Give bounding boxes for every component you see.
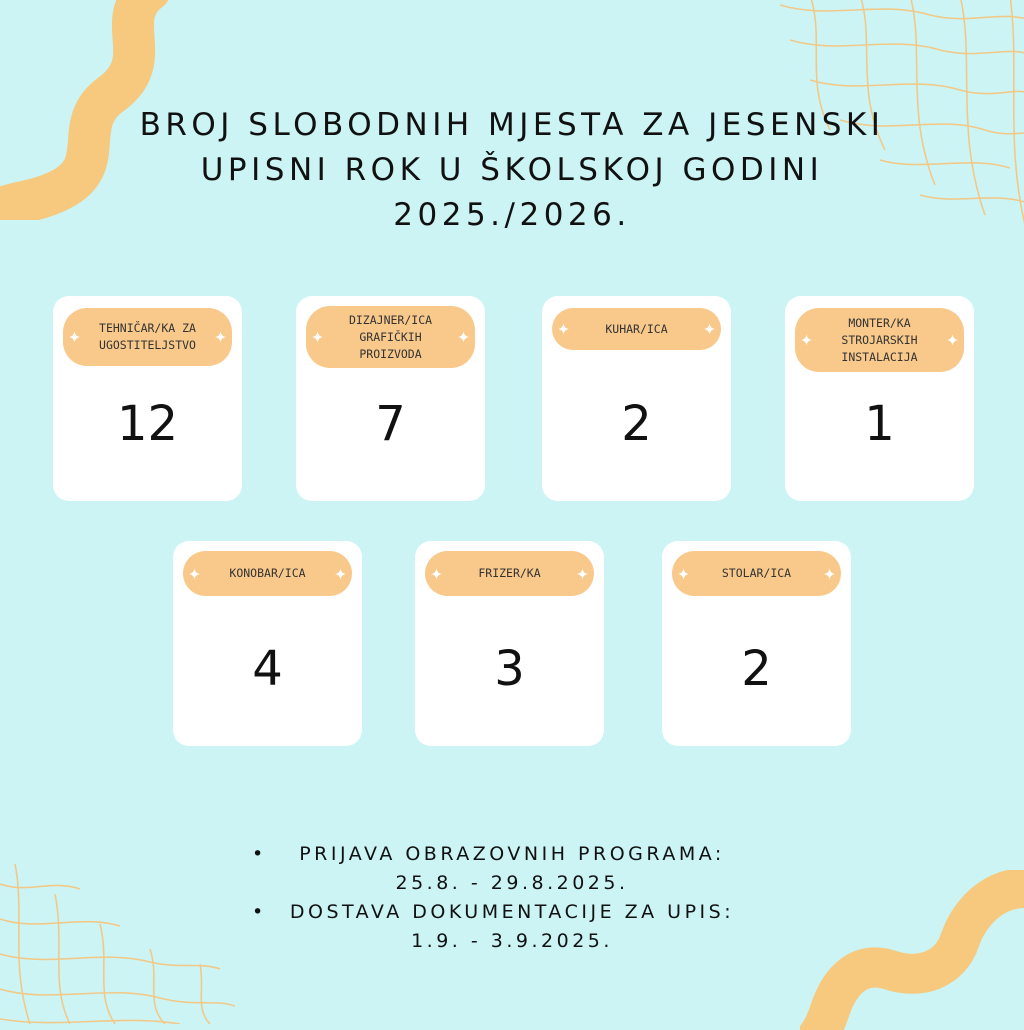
program-label-line: STOLAR/ICA	[721, 566, 792, 580]
program-label-line: FRIZER/KA	[478, 566, 541, 580]
program-label	[795, 308, 964, 372]
program-label	[672, 551, 841, 596]
program-label-line: PROIZVODA	[359, 346, 422, 361]
available-places-count: 1	[864, 396, 895, 452]
program-label-line: GRAFIČKIH	[359, 329, 422, 344]
sparkle-icon	[801, 335, 812, 346]
program-card-konobar	[173, 541, 362, 746]
sparkle-icon	[947, 335, 958, 346]
program-card-stolar	[662, 541, 851, 746]
available-places-count: 2	[741, 641, 772, 697]
sparkle-icon	[458, 332, 469, 343]
program-label	[552, 308, 721, 350]
program-label-line: UGOSTITELJSTVO	[99, 338, 196, 352]
program-label-line: KONOBAR/ICA	[229, 566, 306, 580]
program-label	[63, 308, 232, 366]
sparkle-icon	[558, 324, 569, 335]
sparkle-icon	[824, 568, 835, 579]
program-card-kuhar	[542, 296, 731, 501]
sparkle-icon	[69, 332, 80, 343]
program-label-line: INSTALACIJA	[841, 349, 918, 364]
available-places-count: 7	[375, 396, 406, 452]
program-label-line: KUHAR/ICA	[605, 321, 668, 336]
program-card-monter	[785, 296, 974, 501]
enrollment-info	[212, 840, 812, 956]
info-item-dates: 25.8. - 29.8.2025.	[395, 872, 629, 894]
program-label	[425, 551, 594, 596]
program-label-line: TEHNIČAR/KA ZA	[99, 321, 196, 335]
title-line-3: 2025./2026.	[393, 197, 631, 233]
program-label	[183, 551, 352, 596]
info-item-label: • DOSTAVA DOKUMENTACIJE ZA UPIS:	[212, 898, 812, 927]
wave-bottom-right-decoration	[800, 870, 1024, 1030]
sparkle-icon	[678, 568, 689, 579]
program-label-line: DIZAJNER/ICA	[348, 312, 433, 327]
available-places-count: 4	[252, 641, 283, 697]
program-label-line: STROJARSKIH	[841, 332, 918, 347]
sparkle-icon	[577, 568, 588, 579]
program-card-dizajner	[296, 296, 485, 501]
sparkle-icon	[335, 568, 346, 579]
program-card-frizer	[415, 541, 604, 746]
sparkle-icon	[312, 332, 323, 343]
grid-bottom-left-decoration	[0, 864, 240, 1024]
sparkle-icon	[431, 568, 442, 579]
available-places-count: 2	[621, 396, 652, 452]
available-places-count: 3	[494, 641, 525, 697]
available-places-count: 12	[116, 396, 179, 452]
page-title	[62, 103, 962, 238]
title-line-2: UPISNI ROK U ŠKOLSKOJ GODINI	[200, 152, 824, 188]
program-card-tehnicar	[53, 296, 242, 501]
sparkle-icon	[704, 324, 715, 335]
program-label	[306, 306, 475, 368]
sparkle-icon	[215, 332, 226, 343]
sparkle-icon	[189, 568, 200, 579]
program-label-line: MONTER/KA	[848, 315, 911, 330]
info-item-dates: 1.9. - 3.9.2025.	[411, 930, 613, 952]
info-item-label: • PRIJAVA OBRAZOVNIH PROGRAMA:	[212, 840, 812, 869]
title-line-1: BROJ SLOBODNIH MJESTA ZA JESENSKI	[139, 107, 885, 143]
